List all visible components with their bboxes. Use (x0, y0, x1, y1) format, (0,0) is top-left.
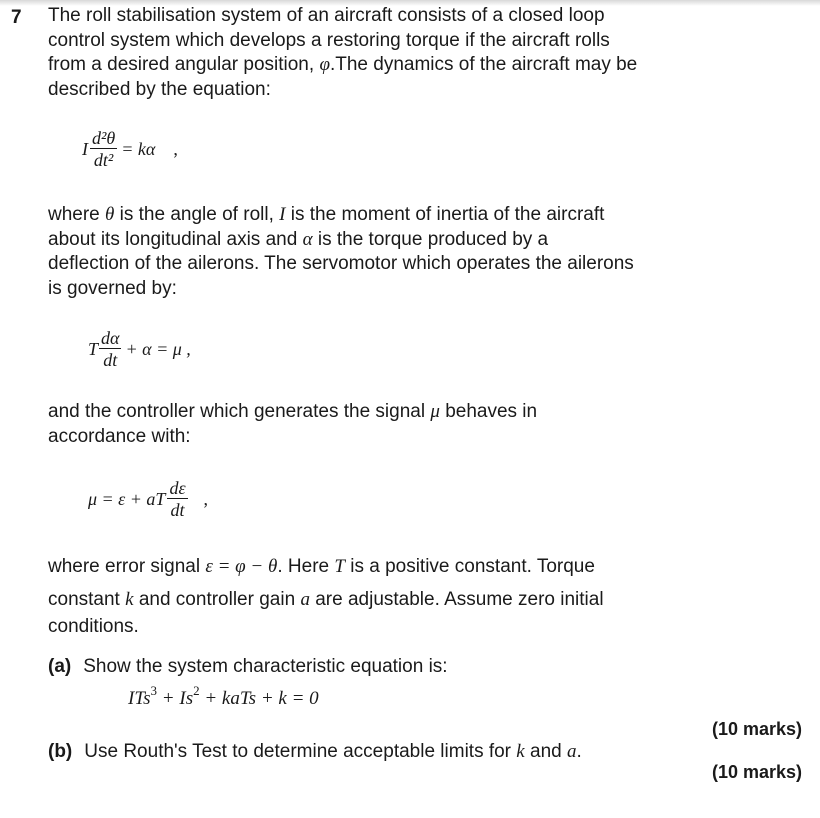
intro-line: control system which develops a restoring torque if the aircraft rolls (48, 29, 610, 51)
equation-aircraft-dynamics (82, 128, 178, 171)
intro-paragraph (48, 4, 708, 102)
where-text: is the moment of inertia of the aircraft (290, 204, 605, 225)
controller-text: and the controller which generates the signal (48, 401, 426, 422)
where-line: is governed by: (48, 277, 177, 299)
intro-line: The roll stabilisation system of an aircraft consists of a closed loop (48, 5, 605, 26)
error-line: conditions. (48, 616, 139, 637)
eq1-I: I (82, 139, 88, 159)
equation-servomotor (88, 328, 191, 371)
part-b-dot: . (576, 741, 582, 762)
char-eq-power: 3 (150, 683, 158, 698)
where-text: about its longitudinal axis and (48, 228, 298, 250)
T-symbol: T (334, 556, 345, 577)
I-symbol: I (279, 204, 286, 225)
intro-text: from a desired angular position, (48, 54, 315, 75)
controller-line (48, 400, 708, 425)
eq3-denominator: dt (170, 500, 185, 520)
part-a-label: (a) (48, 656, 72, 677)
part-a (48, 655, 448, 679)
part-b-text: Use Routh's Test to determine acceptable limits for (84, 741, 512, 762)
k-symbol: k (125, 589, 134, 610)
error-text: . Here (277, 556, 330, 577)
where-paragraph (48, 203, 708, 301)
error-text: and controller gain (138, 589, 296, 610)
question-number: 7 (11, 7, 22, 28)
error-expression: ε = φ − θ (205, 556, 278, 577)
error-text: where error signal (48, 556, 201, 577)
eq1-rhs: = kα (121, 139, 156, 159)
char-eq-term: ITs (128, 688, 151, 709)
error-text: constant (48, 589, 120, 610)
where-text: where (48, 204, 100, 225)
part-b-label: (b) (48, 741, 73, 762)
part-a-text: Show the system characteristic equation is: (83, 656, 448, 677)
alpha-symbol: α (302, 228, 313, 250)
where-line (48, 203, 708, 228)
error-text: is a positive constant. Torque (350, 556, 595, 577)
intro-line (48, 53, 708, 78)
part-b (48, 740, 582, 764)
controller-paragraph (48, 400, 708, 449)
eq1-numerator: d²θ (92, 128, 116, 148)
part-b-text: and (530, 741, 562, 762)
char-eq-term: + Is (161, 688, 194, 709)
char-eq-term: + kaTs + k = 0 (204, 688, 319, 709)
where-line (48, 228, 708, 253)
part-a-marks: (10 marks) (712, 719, 803, 739)
intro-line: described by the equation: (48, 78, 271, 100)
error-paragraph (48, 550, 708, 638)
eq1-comma: , (173, 139, 178, 159)
eq1-fraction (90, 128, 117, 171)
where-text: is the torque produced by a (317, 228, 549, 250)
phi-symbol: φ (319, 54, 330, 75)
where-line: deflection of the ailerons. The servomotor which operates the ailerons (48, 253, 634, 274)
error-line (48, 583, 708, 616)
eq1-denominator: dt² (93, 150, 114, 170)
theta-symbol: θ (105, 204, 115, 225)
error-line (48, 550, 708, 583)
eq3-fraction (167, 478, 187, 521)
eq3-comma: , (203, 489, 209, 509)
a-symbol: a (567, 741, 577, 762)
equation-controller (88, 478, 208, 521)
a-symbol: a (300, 589, 310, 610)
k-symbol: k (516, 741, 525, 762)
error-text: are adjustable. Assume zero initial (315, 589, 604, 610)
char-eq-power: 2 (193, 683, 200, 698)
controller-text: behaves in (445, 401, 538, 422)
intro-text: .The dynamics of the aircraft may be (329, 54, 638, 75)
where-text: is the angle of roll, (119, 204, 274, 225)
part-b-marks: (10 marks) (712, 762, 803, 782)
eq2-rhs: + α = μ , (125, 339, 191, 359)
eq2-numerator: dα (101, 328, 120, 348)
eq3-lhs: μ = ε + aT (88, 489, 166, 509)
eq2-T: T (88, 339, 99, 359)
mu-symbol: μ (430, 401, 440, 422)
eq3-numerator: dε (169, 478, 186, 498)
eq2-fraction (99, 328, 121, 371)
eq2-denominator: dt (103, 350, 118, 370)
characteristic-equation (128, 683, 319, 710)
controller-line: accordance with: (48, 425, 191, 447)
